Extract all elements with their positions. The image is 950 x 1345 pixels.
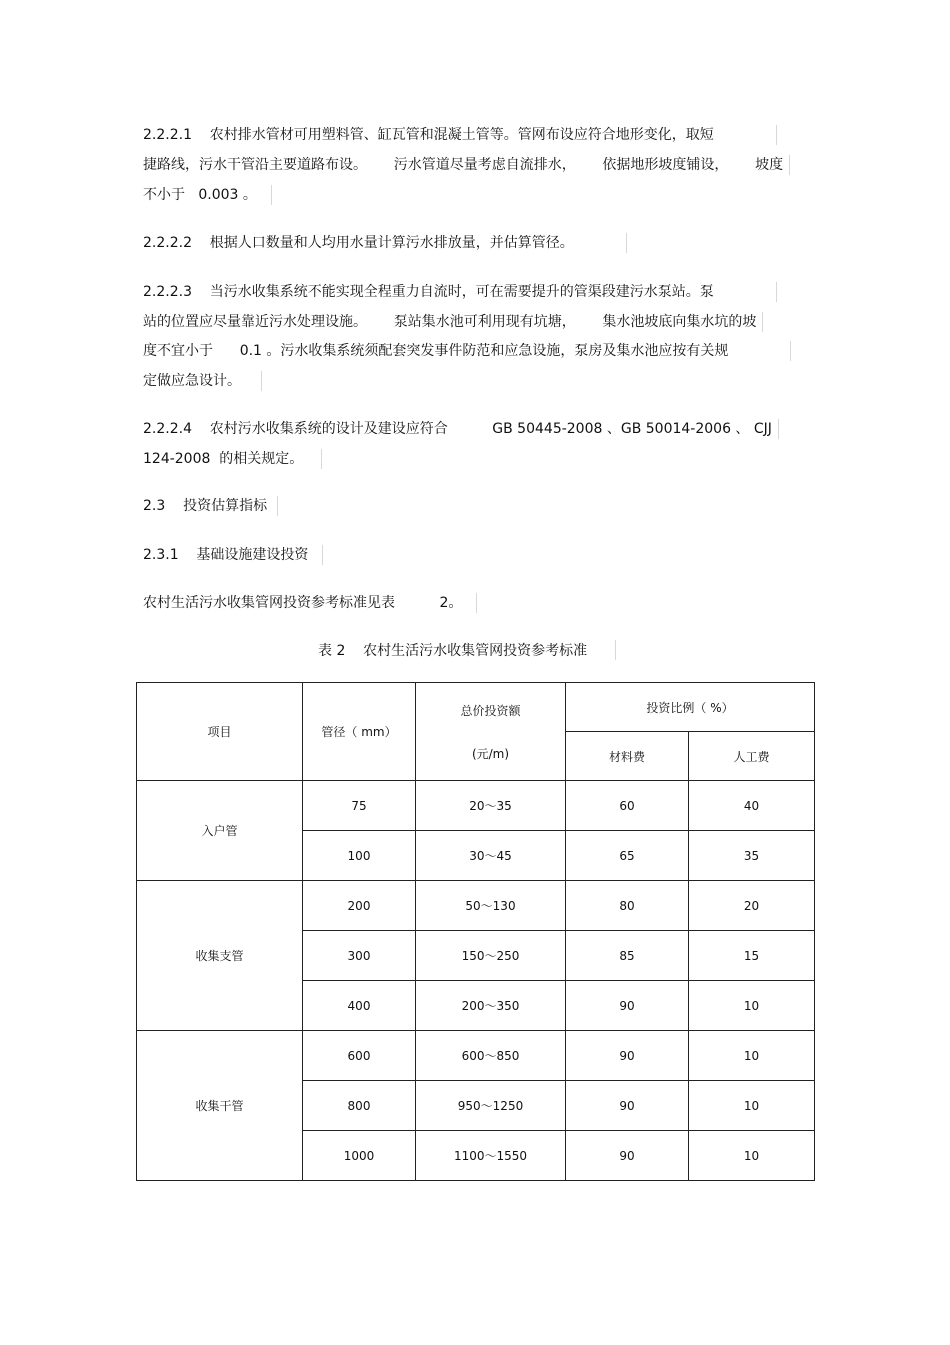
header-total bbox=[416, 683, 566, 781]
cell-material: 65 bbox=[566, 831, 689, 881]
cell-total: 50～130 bbox=[416, 881, 566, 931]
table-caption: 表 2 农村生活污水收集管网投资参考标准 bbox=[318, 640, 616, 660]
para-2-2-2-3-line-1: 2.2.2.3 当污水收集系统不能实现全程重力自流时，可在需要提升的管渠段建污水泵站。泵 bbox=[143, 282, 777, 302]
group-name: 收集干管 bbox=[137, 1031, 303, 1181]
header-labor: 人工费 bbox=[689, 732, 815, 781]
cell-labor: 15 bbox=[689, 931, 815, 981]
cell-labor: 20 bbox=[689, 881, 815, 931]
cell-total: 150～250 bbox=[416, 931, 566, 981]
cell-labor: 10 bbox=[689, 981, 815, 1031]
table-row bbox=[137, 781, 815, 831]
heading-2-3: 2.3 投资估算指标 bbox=[143, 496, 278, 516]
para-2-2-2-3-line-2: 站的位置应尽量靠近污水处理设施。 泵站集水池可利用现有坑塘， 集水池坡底向集水坑的坡 bbox=[143, 312, 763, 332]
para-2-2-2-3-line-4: 定做应急设计。 bbox=[143, 371, 262, 391]
para-2-2-2-4-line-2: 124-2008 的相关规定。 bbox=[143, 449, 322, 469]
cell-total: 1100～1550 bbox=[416, 1131, 566, 1181]
para-2-2-2-2: 2.2.2.2 根据人口数量和人均用水量计算污水排放量，并估算管径。 bbox=[143, 233, 627, 253]
para-2-2-2-4-line-1: 2.2.2.4 农村污水收集系统的设计及建设应符合 GB 50445-2008 、GB 50014-2006 、 CJJ bbox=[143, 419, 779, 439]
cell-total: 600～850 bbox=[416, 1031, 566, 1081]
cell-labor: 10 bbox=[689, 1031, 815, 1081]
header-ratio: 投资比例（ %） bbox=[566, 683, 815, 732]
cell-labor: 35 bbox=[689, 831, 815, 881]
table-row bbox=[137, 1031, 815, 1081]
cell-total: 950～1250 bbox=[416, 1081, 566, 1131]
cell-total: 20～35 bbox=[416, 781, 566, 831]
cell-diameter: 600 bbox=[303, 1031, 416, 1081]
para-2-2-2-1-line-3: 不小于 0.003 。 bbox=[143, 185, 272, 205]
para-2-2-2-3-line-3: 度不宜小于 0.1 。污水收集系统须配套突发事件防范和应急设施，泵房及集水池应按有关规 bbox=[143, 341, 791, 361]
cell-labor: 10 bbox=[689, 1131, 815, 1181]
cell-material: 90 bbox=[566, 1081, 689, 1131]
cell-total: 30～45 bbox=[416, 831, 566, 881]
header-total-unit: (元/m) bbox=[471, 746, 510, 761]
group-name: 入户管 bbox=[137, 781, 303, 881]
cell-material: 90 bbox=[566, 981, 689, 1031]
cell-diameter: 1000 bbox=[303, 1131, 416, 1181]
header-total-label: 总价投资额 bbox=[460, 703, 521, 718]
header-diameter: 管径（ mm） bbox=[303, 683, 416, 781]
cell-diameter: 75 bbox=[303, 781, 416, 831]
cell-diameter: 300 bbox=[303, 931, 416, 981]
table-row bbox=[137, 881, 815, 931]
para-2-2-2-1-line-1: 2.2.2.1 农村排水管材可用塑料管、缸瓦管和混凝土管等。管网布设应符合地形变化，取短 bbox=[143, 125, 777, 145]
header-item: 项目 bbox=[137, 683, 303, 781]
cell-material: 80 bbox=[566, 881, 689, 931]
group-name: 收集支管 bbox=[137, 881, 303, 1031]
cell-diameter: 200 bbox=[303, 881, 416, 931]
cell-labor: 40 bbox=[689, 781, 815, 831]
cell-material: 85 bbox=[566, 931, 689, 981]
cell-labor: 10 bbox=[689, 1081, 815, 1131]
cell-diameter: 400 bbox=[303, 981, 416, 1031]
cell-material: 90 bbox=[566, 1131, 689, 1181]
cell-material: 60 bbox=[566, 781, 689, 831]
cell-material: 90 bbox=[566, 1031, 689, 1081]
table-reference-text: 农村生活污水收集管网投资参考标准见表 2。 bbox=[143, 593, 477, 613]
header-material: 材料费 bbox=[566, 732, 689, 781]
heading-2-3-1: 2.3.1 基础设施建设投资 bbox=[143, 545, 323, 565]
investment-table bbox=[136, 682, 815, 1181]
cell-diameter: 800 bbox=[303, 1081, 416, 1131]
cell-diameter: 100 bbox=[303, 831, 416, 881]
cell-total: 200～350 bbox=[416, 981, 566, 1031]
para-2-2-2-1-line-2: 捷路线，污水干管沿主要道路布设。 污水管道尽量考虑自流排水， 依据地形坡度铺设， 坡度 bbox=[143, 155, 790, 175]
